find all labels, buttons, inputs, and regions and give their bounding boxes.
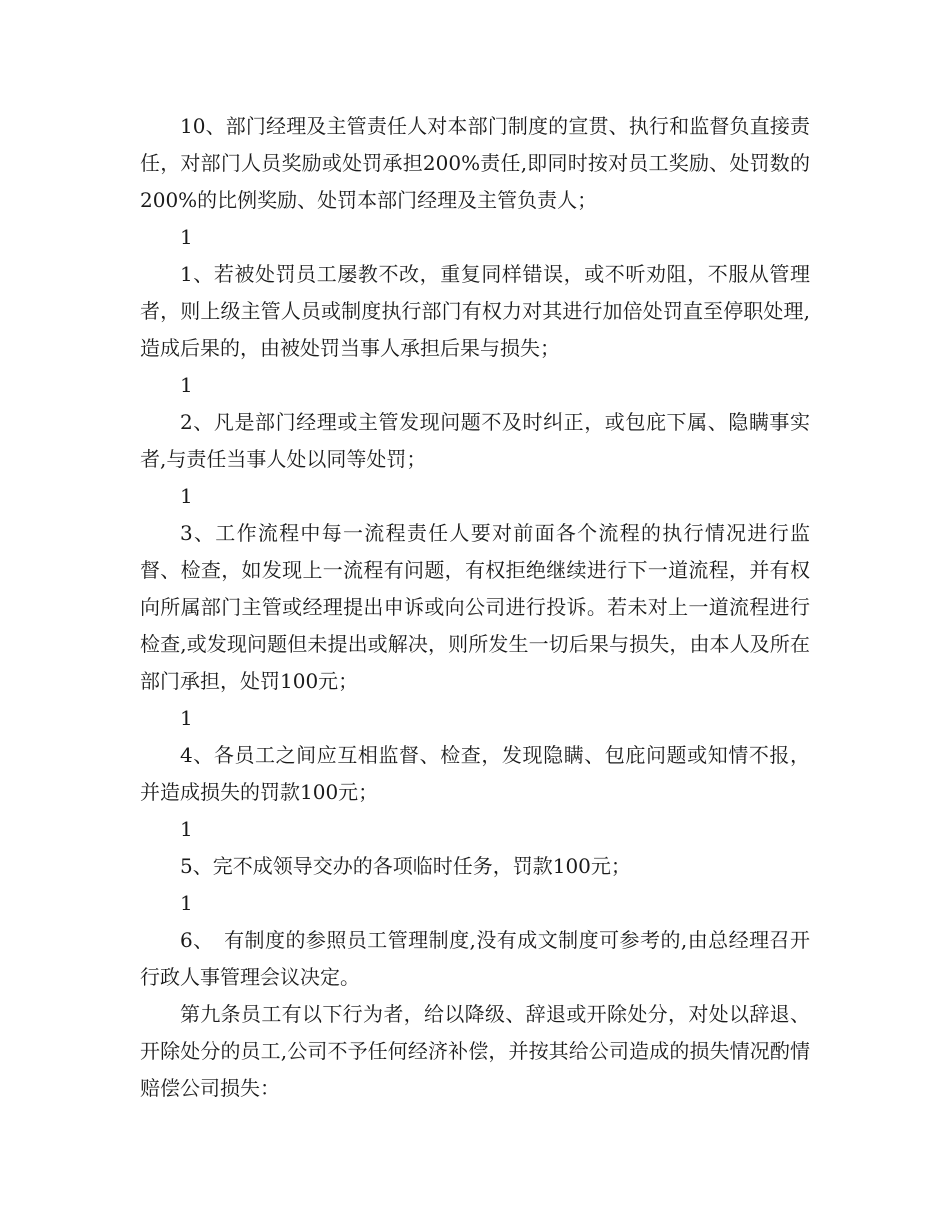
document-body xyxy=(140,108,810,1107)
paragraph: 1 xyxy=(180,484,193,508)
paragraph: 1、若被处罚员工屡教不改，重复同样错误，或不听劝阻，不服从管理者，则上级主管人员或制度执行部门有权力对其进行加倍处罚直至停职处理,造成后果的，由被处罚当事人承担后果与损失； xyxy=(140,262,810,360)
paragraph: 3、工作流程中每一流程责任人要对前面各个流程的执行情况进行监督、检查，如发现上一流程有问题，有权拒绝继续进行下一道流程，并有权向所属部门主管或经理提出申诉或向公司进行投诉。若未对上一道流程进行检查,或发现问题但未提出或解决，则所发生一切后果与损失，由本人及所在部门承担，处罚100元； xyxy=(140,521,810,693)
paragraph: 第九条员工有以下行为者，给以降级、辞退或开除处分，对处以辞退、开除处分的员工,公司不予任何经济补偿，并按其给公司造成的损失情况酌情赔偿公司损失： xyxy=(140,1002,810,1100)
paragraph: 6、 有制度的参照员工管理制度,没有成文制度可参考的,由总经理召开行政人事管理会议决定。 xyxy=(140,928,810,989)
paragraph: 5、完不成领导交办的各项临时任务，罚款100元； xyxy=(180,854,631,878)
paragraph: 4、各员工之间应互相监督、检查，发现隐瞒、包庇问题或知情不报，并造成损失的罚款100元； xyxy=(140,743,810,804)
paragraph: 1 xyxy=(180,817,193,841)
paragraph: 1 xyxy=(180,891,193,915)
paragraph: 1 xyxy=(180,225,193,249)
paragraph: 1 xyxy=(180,706,193,730)
paragraph: 1 xyxy=(180,373,193,397)
paragraph: 2、凡是部门经理或主管发现问题不及时纠正，或包庇下属、隐瞒事实者,与责任当事人处以同等处罚； xyxy=(140,410,810,471)
paragraph: 10、部门经理及主管责任人对本部门制度的宣贯、执行和监督负直接责任，对部门人员奖励或处罚承担200%责任,即同时按对员工奖励、处罚数的200%的比例奖励、处罚本部门经理及主管负责人； xyxy=(140,114,810,212)
